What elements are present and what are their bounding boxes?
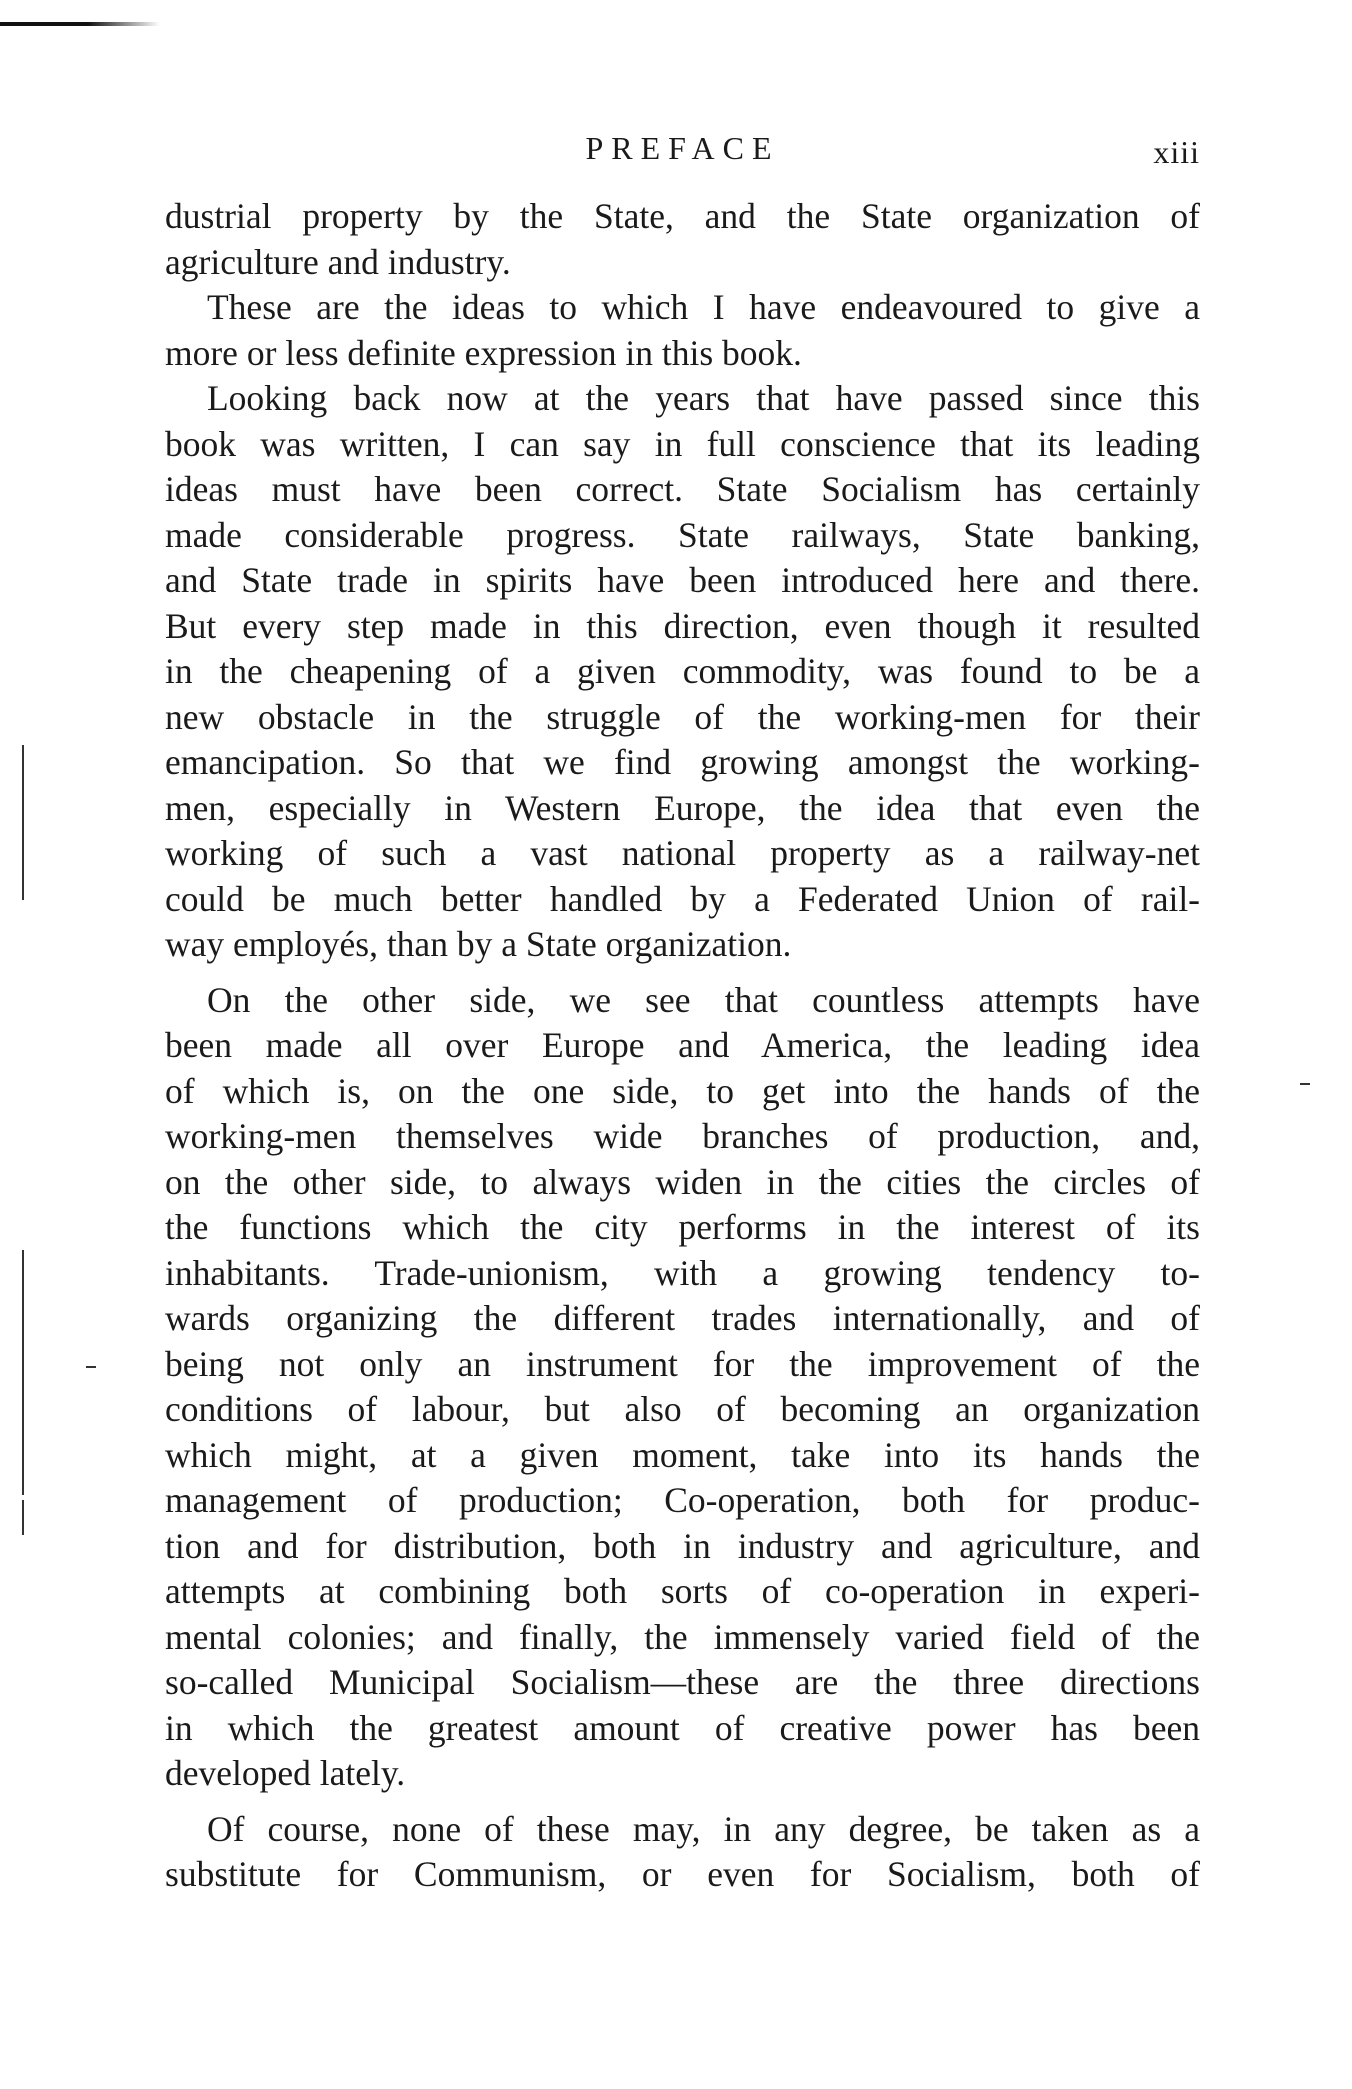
text-line: dustrial property by the State, and the State organization of bbox=[165, 196, 1200, 236]
text-line: emancipation. So that we find growing amongst the working- bbox=[165, 742, 1200, 782]
text-line: These are the ideas to which I have endeavoured to give a bbox=[207, 287, 1200, 327]
text-line: But every step made in this direction, even though it resulted bbox=[165, 605, 1200, 646]
text-line: working-men themselves wide branches of production, and, bbox=[165, 1116, 1200, 1156]
text-line: been made all over Europe and America, the leading idea bbox=[165, 1025, 1200, 1065]
text-line: agriculture and industry. bbox=[165, 241, 511, 282]
text-line: made considerable progress. State railways, State banking, bbox=[165, 514, 1200, 555]
text-line: on the other side, to always widen in the cities the circles of bbox=[165, 1161, 1200, 1202]
margin-rule bbox=[22, 745, 24, 900]
text-line: and State trade in spirits have been introduced here and there. bbox=[165, 560, 1200, 600]
paragraph bbox=[165, 376, 1200, 968]
text-line: being not only an instrument for the improvement of the bbox=[165, 1343, 1200, 1384]
margin-rule bbox=[22, 1250, 24, 1495]
text-line: attempts at combining both sorts of co-operation in experi- bbox=[165, 1571, 1200, 1611]
text-line: On the other side, we see that countless attempts have bbox=[207, 979, 1200, 1020]
text-line: mental colonies; and finally, the immensely varied field of the bbox=[165, 1616, 1200, 1657]
text-line: tion and for distribution, both in industry and agriculture, and bbox=[165, 1525, 1200, 1566]
margin-rule bbox=[22, 1500, 24, 1535]
paragraph bbox=[165, 194, 1200, 285]
text-line: more or less definite expression in this book. bbox=[165, 332, 802, 373]
text-line: so-called Municipal Socialism—these are the three directions bbox=[165, 1662, 1200, 1702]
paragraph bbox=[165, 1807, 1200, 1898]
running-title: PREFACE bbox=[585, 130, 780, 166]
text-line: in the cheapening of a given commodity, was found to be a bbox=[165, 651, 1200, 691]
text-line: of which is, on the one side, to get into the hands of the bbox=[165, 1070, 1200, 1111]
text-line: way employés, than by a State organization. bbox=[165, 924, 792, 964]
text-line: book was written, I can say in full conscience that its leading bbox=[165, 423, 1200, 464]
text-line: which might, at a given moment, take into its hands the bbox=[165, 1434, 1200, 1475]
text-line: conditions of labour, but also of becoming an organization bbox=[165, 1389, 1200, 1429]
text-line: the functions which the city performs in the interest of its bbox=[165, 1207, 1200, 1247]
paragraph-gap bbox=[165, 968, 1200, 978]
text-line: developed lately. bbox=[165, 1753, 406, 1793]
page-header bbox=[165, 130, 1200, 180]
text-line: working of such a vast national property as a railway-net bbox=[165, 833, 1200, 873]
text-line: men, especially in Western Europe, the idea that even the bbox=[165, 787, 1200, 828]
text-line: Of course, none of these may, in any degree, be taken as a bbox=[207, 1808, 1200, 1849]
text-line: Looking back now at the years that have passed since this bbox=[207, 378, 1200, 418]
text-line: inhabitants. Trade-unionism, with a growing tendency to- bbox=[165, 1252, 1200, 1293]
margin-dash bbox=[1300, 1083, 1310, 1085]
paragraph bbox=[165, 978, 1200, 1797]
text-line: substitute for Communism, or even for Socialism, both of bbox=[165, 1854, 1200, 1894]
text-line: wards organizing the different trades internationally, and of bbox=[165, 1298, 1200, 1338]
text-line: in which the greatest amount of creative power has been bbox=[165, 1707, 1200, 1748]
page-number: xiii bbox=[1153, 134, 1200, 170]
body-text bbox=[165, 194, 1200, 1898]
paragraph-gap bbox=[165, 1797, 1200, 1807]
margin-dash bbox=[86, 1366, 96, 1368]
text-line: ideas must have been correct. State Socialism has certainly bbox=[165, 469, 1200, 509]
text-line: new obstacle in the struggle of the working-men for their bbox=[165, 696, 1200, 737]
paragraph bbox=[165, 285, 1200, 376]
text-line: could be much better handled by a Federated Union of rail- bbox=[165, 878, 1200, 919]
text-line: management of production; Co-operation, both for produc- bbox=[165, 1480, 1200, 1520]
scan-artifact-mark bbox=[0, 22, 160, 26]
